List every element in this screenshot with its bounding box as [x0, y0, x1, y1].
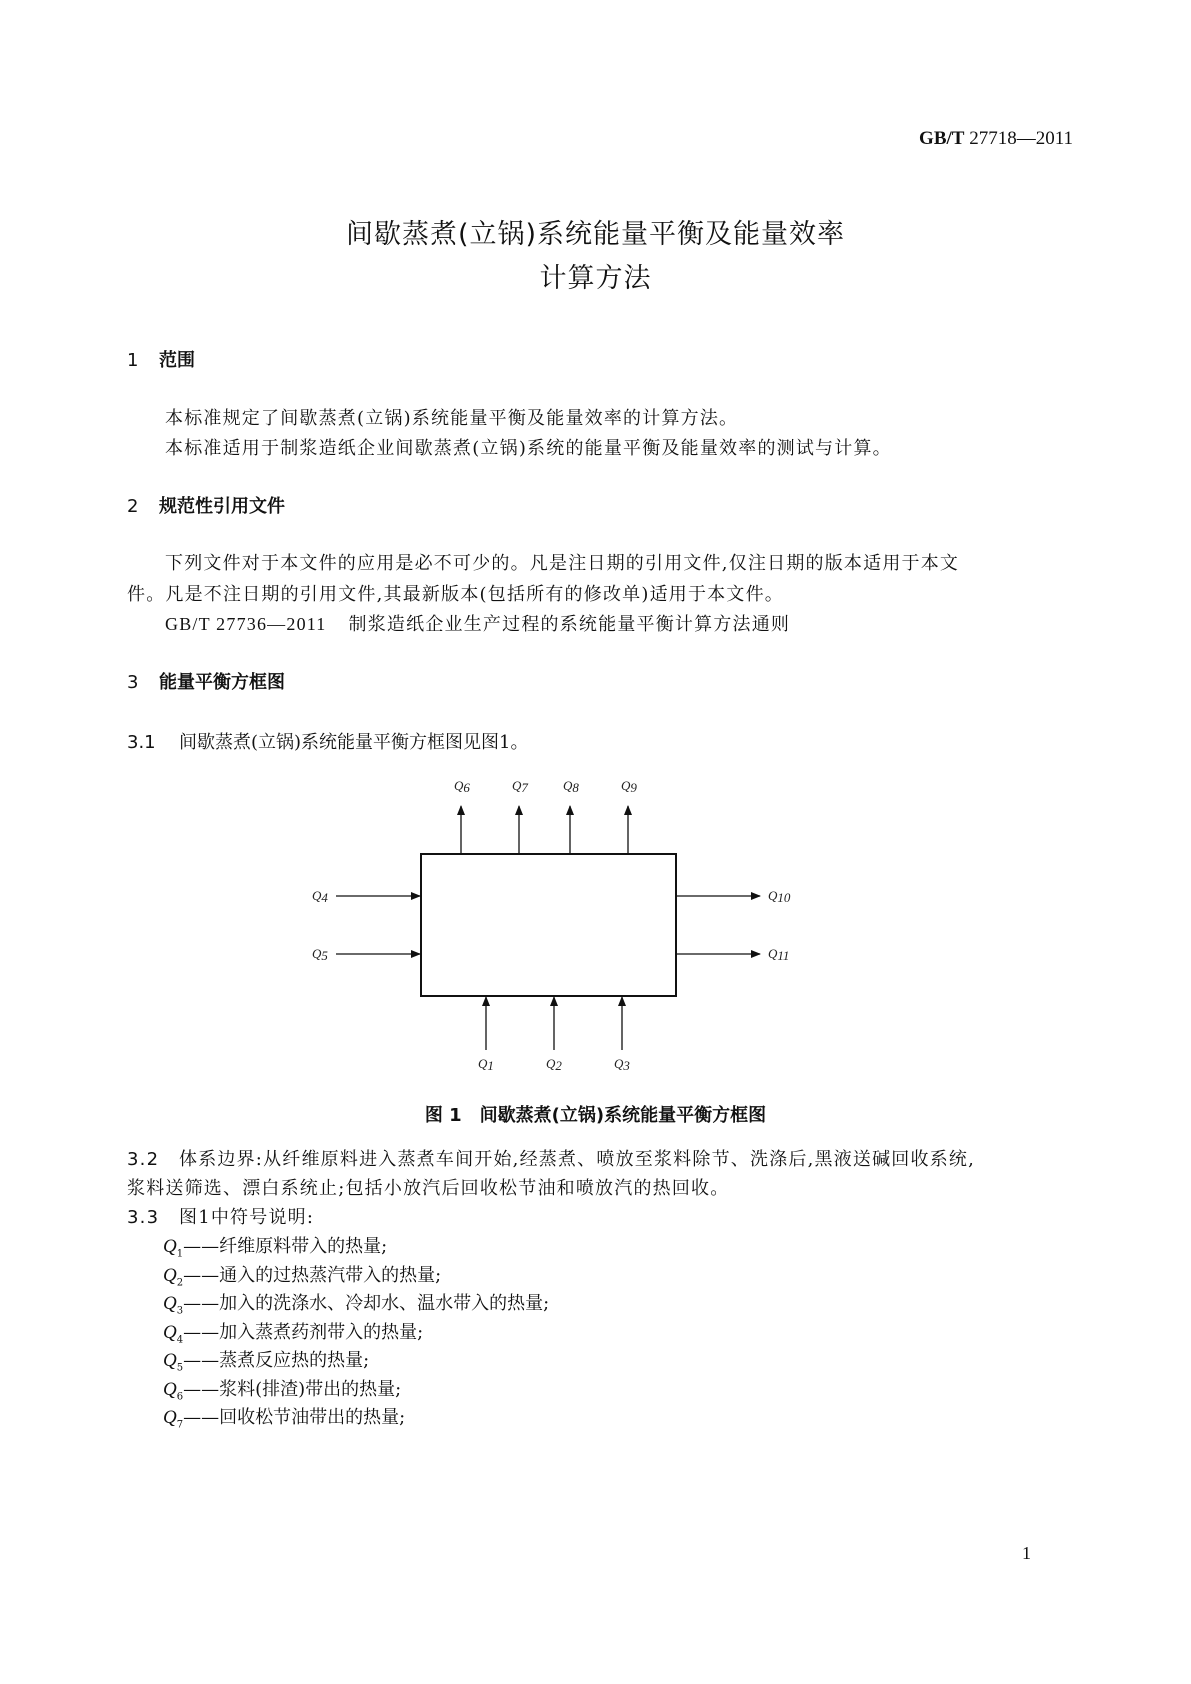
- label-q3: Q3: [614, 1056, 630, 1073]
- symbol-item: $Q_7——$回收松节油带出的热量;: [163, 1407, 406, 1431]
- document-title-line2: 计算方法: [539, 263, 652, 294]
- label-q9: Q9: [621, 778, 637, 795]
- label-q5: Q5: [312, 946, 328, 963]
- energy-balance-diagram: [300, 770, 820, 1080]
- clause-3-3: 3.3 图1中符号说明:: [127, 1207, 315, 1228]
- label-q4: Q4: [312, 888, 328, 905]
- label-q7: Q7: [512, 778, 528, 795]
- label-q10: Q10: [768, 888, 791, 905]
- section-1-paragraph-2: 本标准适用于制浆造纸企业间歇蒸煮(立锅)系统的能量平衡及能量效率的测试与计算。: [165, 438, 892, 459]
- clause-3-2-line1: 3.2 体系边界:从纤维原料进入蒸煮车间开始,经蒸煮、喷放至浆料除节、洗涤后,黑液送碱回收系统,: [127, 1149, 976, 1170]
- label-q1: Q1: [478, 1056, 494, 1073]
- section-3-heading: 3 能量平衡方框图: [127, 672, 285, 693]
- clause-3-1: 3.1 间歇蒸煮(立锅)系统能量平衡方框图见图1。: [127, 732, 529, 753]
- standard-code: GB/T 27718—2011: [919, 128, 1073, 149]
- section-1-heading: 1 范围: [127, 350, 195, 371]
- symbol-item: $Q_5——$蒸煮反应热的热量;: [163, 1350, 370, 1374]
- label-q11: Q11: [768, 946, 790, 963]
- page-number: 1: [1022, 1543, 1031, 1563]
- section-2-paragraph-line2: 件。凡是不注日期的引用文件,其最新版本(包括所有的修改单)适用于本文件。: [127, 584, 784, 605]
- symbol-item: $Q_6——$浆料(排渣)带出的热量;: [163, 1378, 402, 1403]
- section-1-paragraph-1: 本标准规定了间歇蒸煮(立锅)系统能量平衡及能量效率的计算方法。: [165, 408, 739, 429]
- section-2-heading: 2 规范性引用文件: [127, 496, 285, 517]
- normative-reference: GB/T 27736—2011 制浆造纸企业生产过程的系统能量平衡计算方法通则: [165, 614, 791, 635]
- symbol-item: $Q_3——$加入的洗涤水、冷却水、温水带入的热量;: [163, 1293, 550, 1317]
- system-boundary-box: [421, 854, 676, 996]
- symbol-item: $Q_2——$通入的过热蒸汽带入的热量;: [163, 1264, 442, 1289]
- symbol-item: $Q_4——$加入蒸煮药剂带入的热量;: [163, 1321, 424, 1346]
- figure-caption: 图 1 间歇蒸煮(立锅)系统能量平衡方框图: [424, 1105, 767, 1126]
- label-q6: Q6: [454, 778, 470, 795]
- document-title-line1: 间歇蒸煮(立锅)系统能量平衡及能量效率: [345, 219, 846, 250]
- label-q2: Q2: [546, 1056, 562, 1073]
- clause-3-2-line2: 浆料送筛选、漂白系统止;包括小放汽后回收松节油和喷放汽的热回收。: [127, 1178, 730, 1199]
- label-q8: Q8: [563, 778, 579, 795]
- section-2-paragraph-line1: 下列文件对于本文件的应用是必不可少的。凡是注日期的引用文件,仅注日期的版本适用于本文: [165, 553, 960, 574]
- symbol-item: $Q_1——$纤维原料带入的热量;: [163, 1236, 388, 1260]
